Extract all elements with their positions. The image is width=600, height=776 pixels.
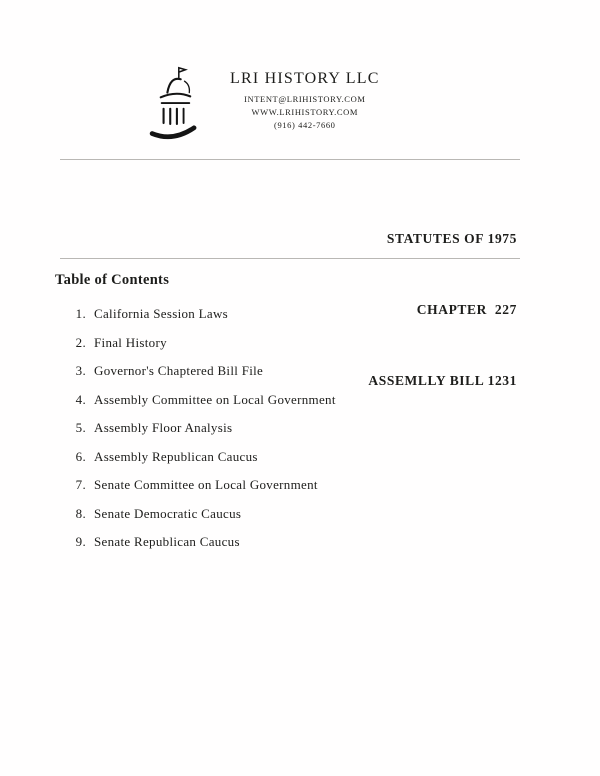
toc-item-number: 5.	[75, 420, 86, 435]
bill-line: ASSEMLLY BILL 1231	[368, 373, 517, 388]
toc-item-number: 3.	[75, 363, 86, 378]
chapter-line: CHAPTER 227	[416, 302, 517, 318]
toc-item-label: Assembly Floor Analysis	[94, 420, 233, 435]
capitol-logo-icon	[146, 64, 204, 144]
toc-item-label: California Session Laws	[94, 306, 228, 321]
top-divider	[60, 159, 520, 160]
toc-item	[68, 363, 336, 379]
toc-item	[68, 306, 336, 322]
toc-item-number: 7.	[75, 477, 86, 492]
toc-title: Table of Contents	[55, 272, 170, 288]
toc-item-label: Final History	[94, 334, 167, 350]
toc-item	[68, 335, 336, 351]
toc-item	[68, 420, 336, 436]
toc-item-label: Senate Committee on Local Government	[94, 477, 318, 492]
bottom-divider	[60, 258, 520, 259]
toc-list	[68, 306, 336, 563]
statutes-line: STATUTES OF 1975	[386, 231, 517, 247]
contact-website: WWW.LRIHISTORY.COM	[251, 107, 359, 118]
letterhead-text	[230, 70, 380, 133]
toc-item	[68, 449, 336, 465]
toc-item-label: Governor's Chaptered Bill File	[94, 363, 264, 378]
letterhead	[146, 60, 380, 144]
contact-phone: (916) 442-7660	[274, 120, 336, 131]
toc-item-number: 1.	[75, 306, 86, 321]
company-name: LRI HISTORY LLC	[230, 70, 380, 87]
toc-item	[68, 477, 336, 493]
toc-item-number: 8.	[75, 505, 86, 521]
toc-item	[68, 506, 336, 522]
toc-item	[68, 534, 336, 550]
toc-item-label: Senate Republican Caucus	[94, 534, 240, 549]
contact-email: INTENT@LRIHISTORY.COM	[244, 94, 366, 104]
case-caption	[368, 180, 517, 440]
toc-item-number: 2.	[75, 334, 86, 350]
toc-item-label: Assembly Committee on Local Government	[94, 391, 336, 407]
toc-item-label: Assembly Republican Caucus	[94, 448, 258, 464]
toc-item-number: 6.	[75, 448, 86, 464]
toc-item-label: Senate Democratic Caucus	[94, 505, 242, 521]
toc-item	[68, 392, 336, 408]
toc-item-number: 9.	[75, 534, 86, 549]
toc-item-number: 4.	[75, 391, 86, 407]
